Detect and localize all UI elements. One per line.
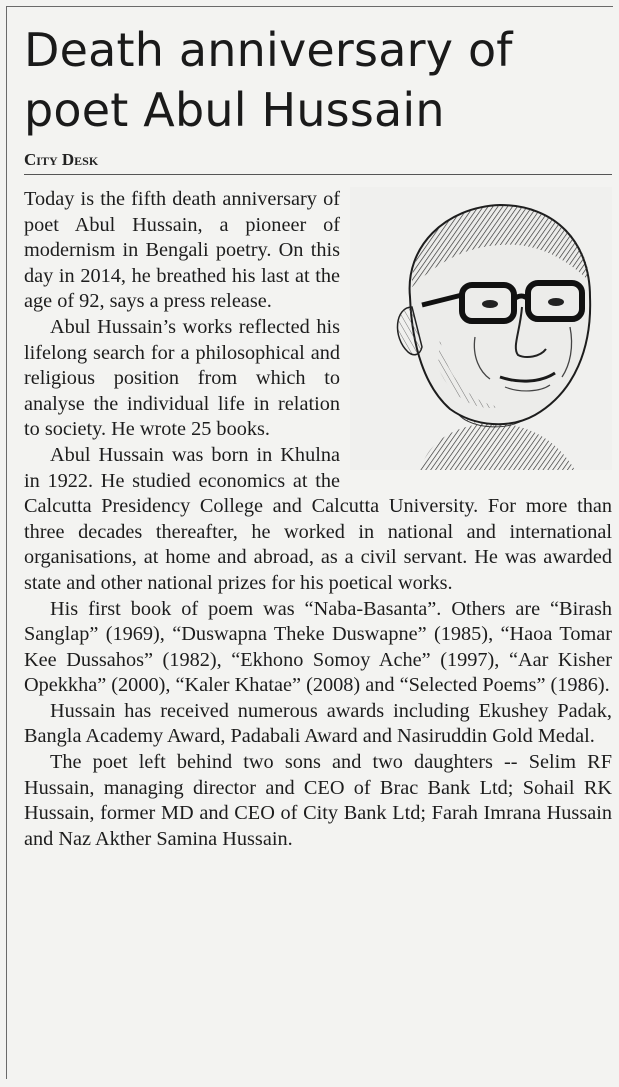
news-article	[24, 20, 612, 852]
paragraph-6: The poet left behind two sons and two daughters -- Selim RF Hussain, managing director and CEO of Brac Bank Ltd; Sohail RK Hussain, former MD and CEO of City Bank Ltd; Farah Imrana Hussain and Naz Akther Samina Hussain.	[24, 751, 612, 850]
left-column-rule	[6, 6, 7, 1079]
byline-desk: City Desk	[24, 150, 612, 175]
headline-line-2: poet Abul Hussain	[24, 83, 445, 137]
article-headline	[24, 20, 612, 140]
paragraph-2: Abul Hussain’s works reflected his lifelong search for a philosophical and religious position from which to analyse the individual life in relation to society. He wrote 25 books.	[24, 315, 340, 441]
article-body	[24, 187, 612, 852]
poet-portrait-sketch	[350, 187, 612, 470]
portrait-drawing	[350, 187, 612, 470]
paragraph-4: His first book of poem was “Naba-Basanta”. Others are “Birash Sanglap” (1969), “Duswapna Theke Duswapne” (1985), “Haoa Tomar Kee Dussahos” (1982), “Ekhono Somoy Ache” (1997), “Aar Kisher Opekkha” (2000), “Kaler Khatae” (2008) and “Selected Poems” (1986).	[24, 597, 612, 697]
top-border-rule	[6, 6, 613, 7]
paragraph-5: Hussain has received numerous awards including Ekushey Padak, Bangla Academy Award, Padabali Award and Nasiruddin Gold Medal.	[24, 699, 612, 748]
paragraph-3: Abul Hussain was born in Khulna in 1922. He studied economics at the Calcutta Presidency College and Calcutta University. For more than three decades thereafter, he worked in national and international organisations, at home and abroad, as a civil servant. He was awarded state and other national prizes for his poetical works.	[24, 443, 612, 594]
headline-line-1: Death anniversary of	[24, 23, 513, 77]
paragraph-1: Today is the fifth death anniversary of poet Abul Hussain, a pioneer of modernism in Bengali poetry. On this day in 2014, he breathed his last at the age of 92, says a press release.	[24, 188, 340, 313]
